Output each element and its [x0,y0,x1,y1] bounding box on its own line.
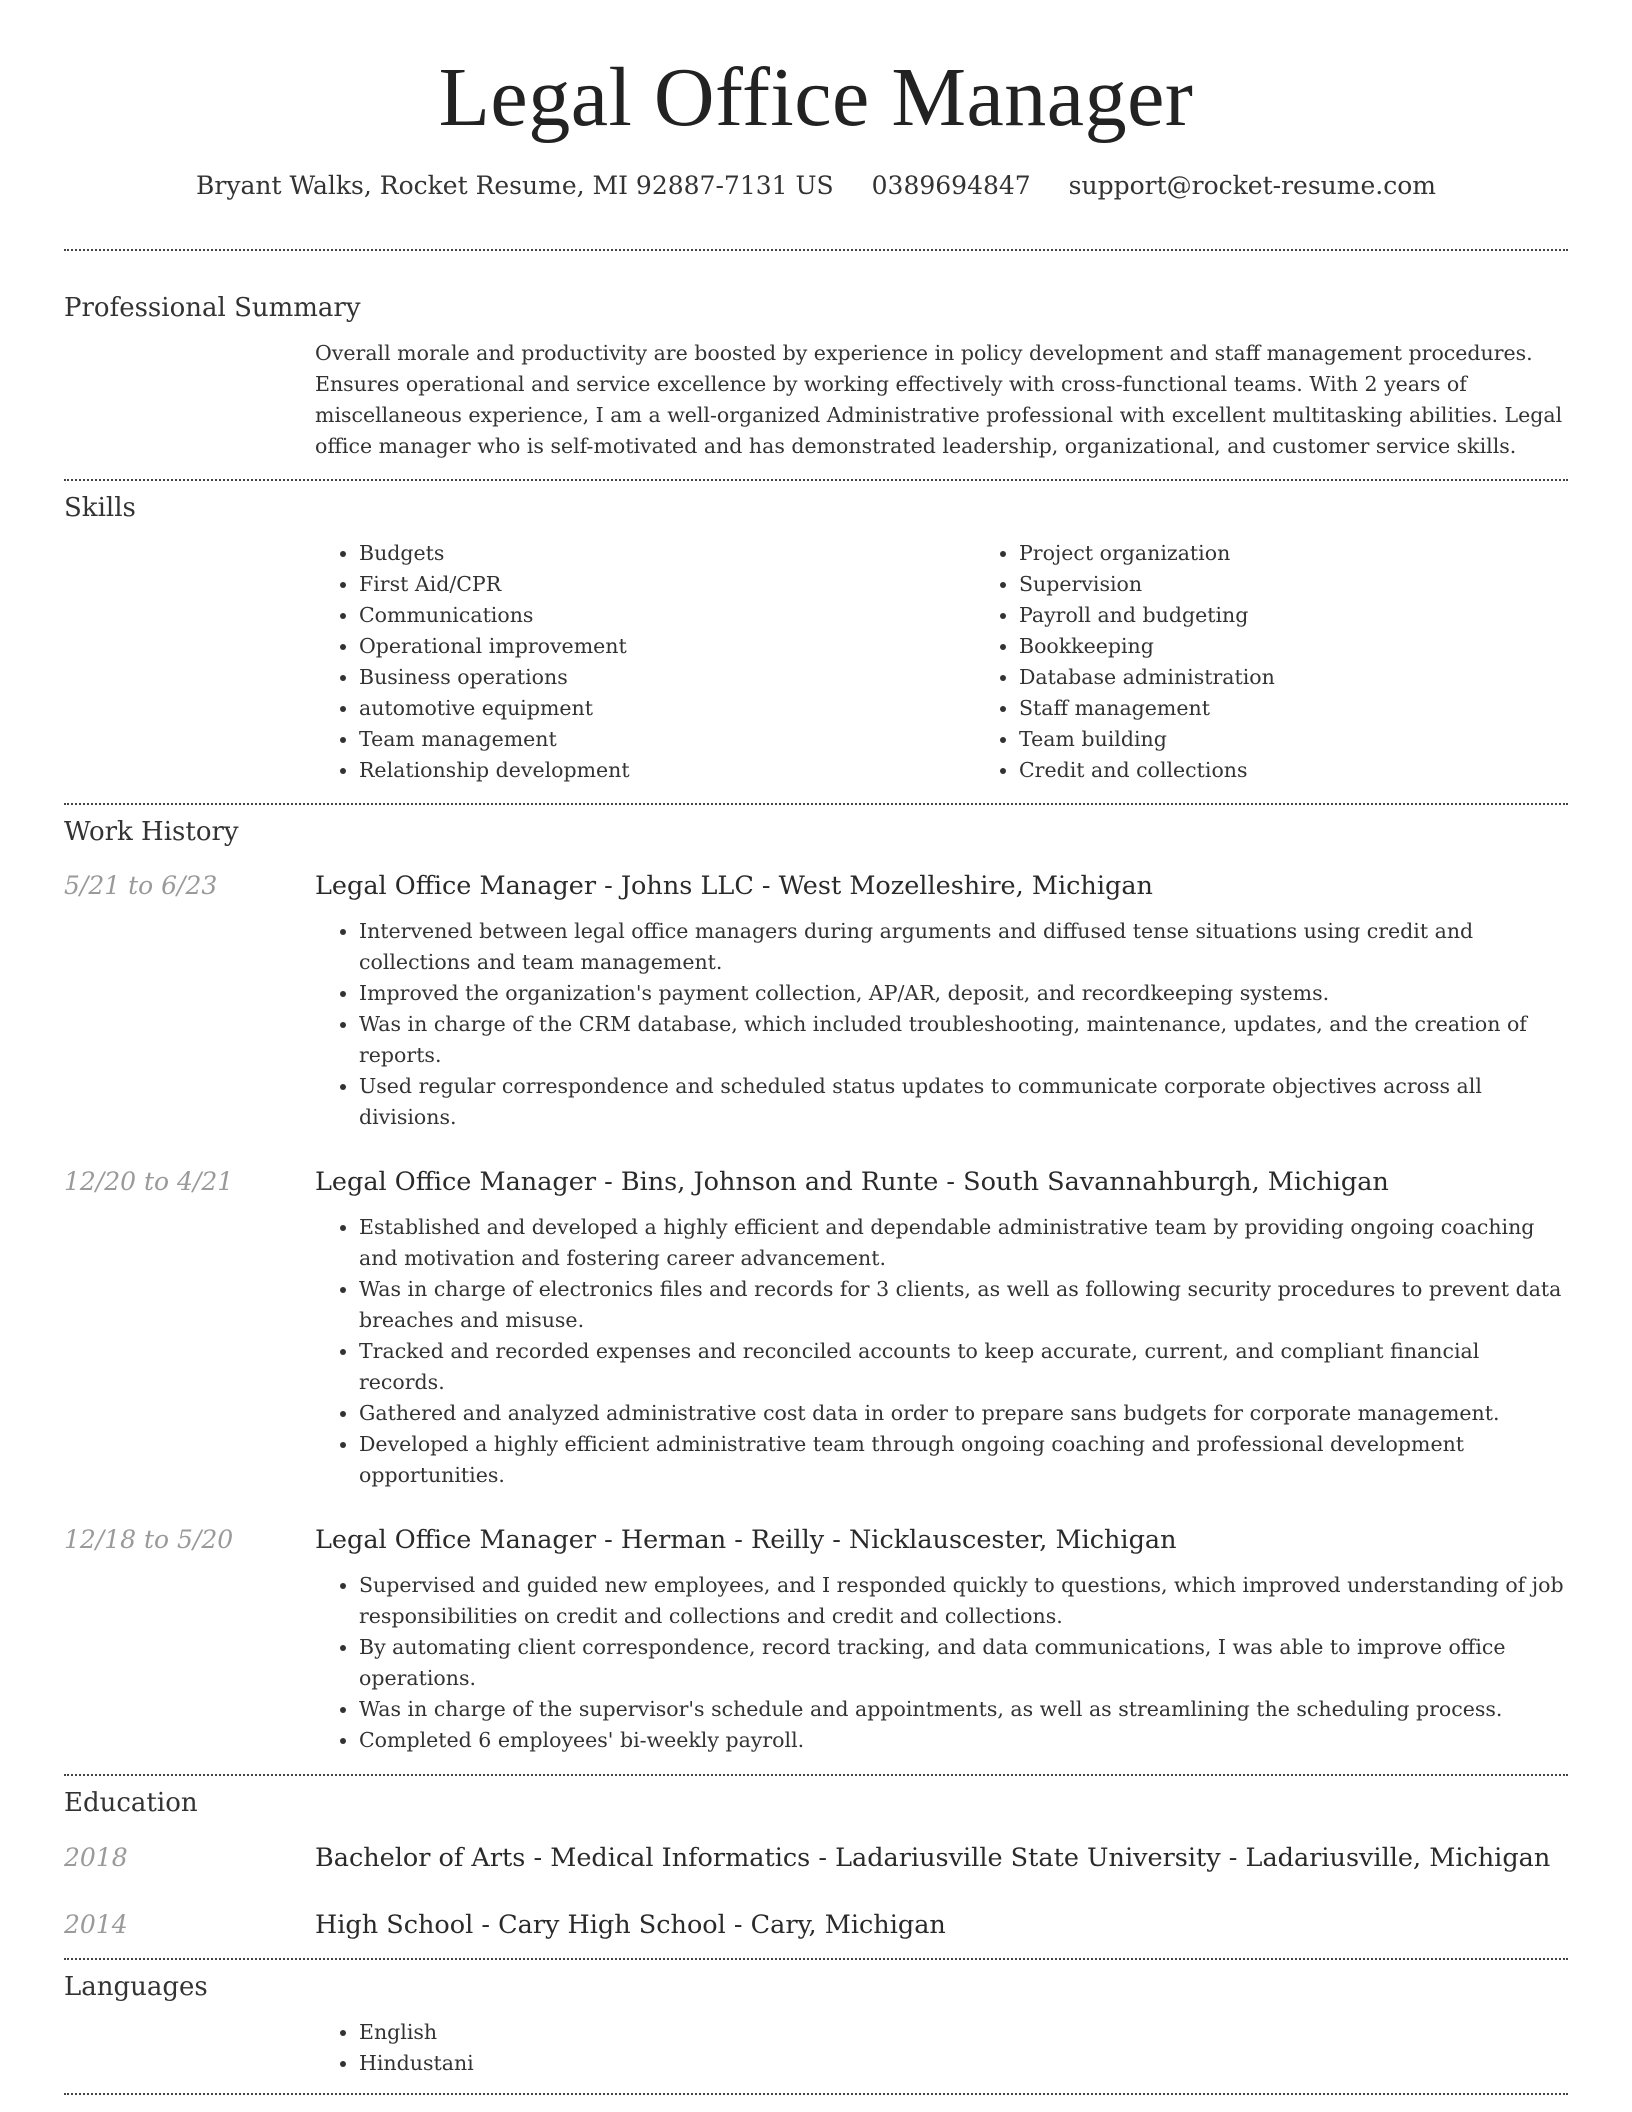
job-title: Legal Office Manager - Johns LLC - West Mozelleshire, Michigan [315,871,1153,902]
section-title-summary: Professional Summary [64,292,361,323]
section-title-work: Work History [64,817,239,848]
job-title: Legal Office Manager - Bins, Johnson and Runte - South Savannahburgh, Michigan [315,1167,1389,1198]
job-bullet: • Was in charge of electronics files and records for 3 clients, as well as following security procedures to prevent data breaches and misuse. [359,1274,1568,1336]
skill-item: • Credit and collections [1019,755,1632,786]
skills-section [64,493,1568,786]
education-entry [64,1841,1568,1875]
skills-list-left [315,538,975,786]
job-bullet: • By automating client correspondence, record tracking, and data communications, I was able to improve office operations. [359,1632,1568,1694]
section-title-education: Education [64,1788,198,1819]
job-bullet: • Gathered and analyzed administrative cost data in order to prepare sans budgets for corporate management. [359,1398,1568,1429]
languages-section [64,1972,1568,2079]
job-bullet: • Developed a highly efficient administrative team through ongoing coaching and professional development opportunities. [359,1429,1568,1491]
skill-item: • Payroll and budgeting [1019,600,1632,631]
contact-address: Bryant Walks, Rocket Resume, MI 92887-7131 US [196,171,834,201]
education-date: 2014 [64,1909,128,1939]
job-bullets [315,1570,1568,1756]
job-entry [64,1165,1568,1491]
job-bullet: • Was in charge of the CRM database, which included troubleshooting, maintenance, updates, and the creation of reports. [359,1009,1568,1071]
education-title: Bachelor of Arts - Medical Informatics - Ladariusville State University - Ladariusville, Michigan [315,1842,1551,1873]
summary-section [64,293,1568,462]
education-date: 2018 [64,1842,128,1872]
section-title-skills: Skills [64,493,136,524]
skill-item: • Supervision [1019,569,1632,600]
contact-phone: 0389694847 [871,171,1031,201]
summary-text: Overall morale and productivity are boosted by experience in policy development and staff management procedures. Ensures operational and service excellence by working effectively with cross-functional teams. With 2 years of miscellaneous experience, I am a well-organized Administrative professional with excellent multitasking abilities. Legal office manager who is self-motivated and has demonstrated leadership, organizational, and customer service skills. [315,341,1563,459]
divider [64,1774,1568,1776]
resume-header [64,0,1568,203]
divider [64,249,1568,251]
job-date: 12/18 to 5/20 [64,1525,234,1555]
education-title: High School - Cary High School - Cary, Michigan [315,1909,946,1940]
skill-item: • Bookkeeping [1019,631,1632,662]
divider [64,2093,1568,2095]
job-bullet: • Established and developed a highly efficient and dependable administrative team by providing ongoing coaching and motivation and fostering career advancement. [359,1212,1568,1274]
job-title: Legal Office Manager - Herman - Reilly - Nicklauscester, Michigan [315,1525,1177,1556]
section-title-languages: Languages [64,1971,208,2002]
languages-list [315,2017,1568,2079]
divider [64,803,1568,805]
education-entry [64,1908,1568,1942]
job-date: 12/20 to 4/21 [64,1167,234,1197]
job-entry [64,1523,1568,1756]
job-date: 5/21 to 6/23 [64,871,218,901]
skills-list-right [975,538,1632,786]
skill-item: • Project organization [1019,538,1632,569]
job-entry [64,869,1568,1133]
skill-item: • Relationship development [359,755,975,786]
contact-line [64,170,1568,203]
skill-item: • Business operations [359,662,975,693]
skill-item: • First Aid/CPR [359,569,975,600]
page-title: Legal Office Manager [438,51,1194,144]
contact-email: support@rocket-resume.com [1068,171,1436,201]
skill-item: • automotive equipment [359,693,975,724]
skill-item: • Team building [1019,724,1632,755]
language-item: • Hindustani [359,2048,1568,2079]
job-bullets [315,916,1568,1133]
skill-item: • Database administration [1019,662,1632,693]
skill-item: • Communications [359,600,975,631]
job-bullet: • Improved the organization's payment collection, AP/AR, deposit, and recordkeeping systems. [359,978,1568,1009]
work-history-section [64,817,1568,1756]
job-bullet: • Completed 6 employees' bi-weekly payroll. [359,1725,1568,1756]
skill-item: • Budgets [359,538,975,569]
job-bullet: • Tracked and recorded expenses and reconciled accounts to keep accurate, current, and compliant financial records. [359,1336,1568,1398]
job-bullets [315,1212,1568,1491]
job-bullet: • Used regular correspondence and scheduled status updates to communicate corporate objectives across all divisions. [359,1071,1568,1133]
skill-item: • Staff management [1019,693,1632,724]
skill-item: • Team management [359,724,975,755]
divider [64,1958,1568,1960]
education-section [64,1788,1568,1941]
divider [64,479,1568,481]
job-bullet: • Was in charge of the supervisor's schedule and appointments, as well as streamlining the scheduling process. [359,1694,1568,1725]
job-bullet: • Intervened between legal office managers during arguments and diffused tense situations using credit and collections and team management. [359,916,1568,978]
language-item: • English [359,2017,1568,2048]
skill-item: • Operational improvement [359,631,975,662]
job-bullet: • Supervised and guided new employees, and I responded quickly to questions, which improved understanding of job responsibilities on credit and collections and credit and collections. [359,1570,1568,1632]
